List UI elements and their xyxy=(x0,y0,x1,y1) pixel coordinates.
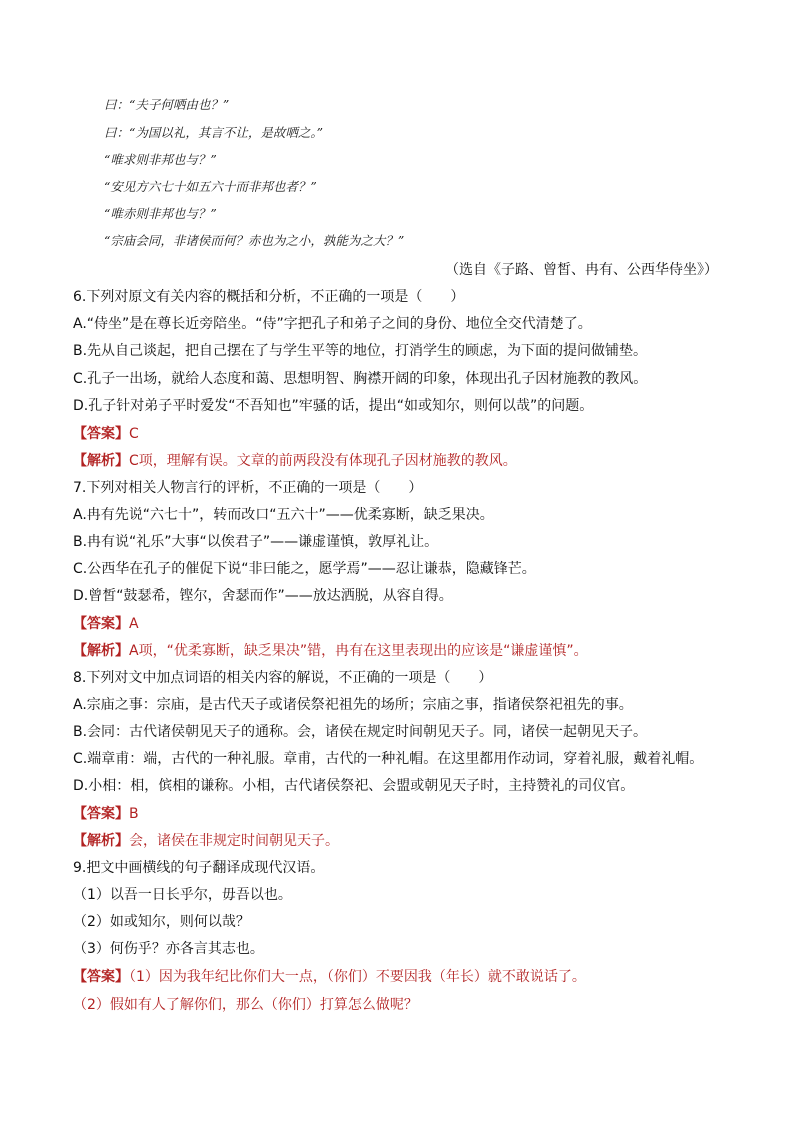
q8-option-b: B.会同：古代诸侯朝见天子的通称。会，诸侯在规定时间朝见天子。同，诸侯一起朝见天子。 xyxy=(73,724,648,740)
q9-item-2: （2）如或知尔，则何以哉？ xyxy=(73,914,250,930)
q9-answer-2: （2）假如有人了解你们，那么（你们）打算怎么做呢？ xyxy=(73,997,418,1013)
q7-option-b: B.冉有说“礼乐”大事“以俟君子”——谦虚谨慎，敦厚礼让。 xyxy=(73,534,439,550)
q6-option-d: D.孔子针对弟子平时爱发“不吾知也”牢骚的话，提出“如或知尔，则何以哉”的问题。 xyxy=(73,398,594,414)
analysis-text: 会，诸侯在非规定时间朝见天子。 xyxy=(129,833,339,849)
q6-option-c: C.孔子一出场，就给人态度和蔼、思想明智、胸襟开阔的印象，体现出孔子因材施教的教风。 xyxy=(73,371,648,387)
answer-tag: 【答案】 xyxy=(73,969,129,985)
q7-analysis xyxy=(73,641,588,661)
passage-line: “唯求则非邦也与？” xyxy=(104,152,217,167)
answer-tag: 【答案】 xyxy=(73,616,129,632)
q7-option-c: C.公西华在孔子的催促下说“非曰能之，愿学焉”——忍让谦恭，隐藏锋芒。 xyxy=(73,561,536,577)
analysis-tag: 【解析】 xyxy=(73,643,129,659)
q8-analysis xyxy=(73,831,339,851)
q6-option-b: B.先从自己谈起，把自己摆在了与学生平等的地位，打消学生的顾虑，为下面的提问做铺垫。 xyxy=(73,343,648,359)
q7-answer xyxy=(73,614,139,634)
passage-line: 曰：“夫子何哂由也？” xyxy=(104,97,230,112)
q9-answer-1 xyxy=(73,967,586,987)
q8-option-c: C.端章甫：端，古代的一种礼服。章甫，古代的一种礼帽。在这里都用作动词，穿着礼服，戴着礼帽。 xyxy=(73,751,704,767)
q6-answer xyxy=(73,424,139,444)
answer-text: （1）因为我年纪比你们大一点，（你们）不要因我（年长）就不敢说话了。 xyxy=(129,969,586,985)
q8-option-a: A.宗庙之事：宗庙，是古代天子或诸侯祭祀祖先的场所；宗庙之事，指诸侯祭祀祖先的事。 xyxy=(73,697,633,713)
answer-value: A xyxy=(129,616,139,632)
analysis-text: A项，“优柔寡断，缺乏果决”错，冉有在这里表现出的应该是“谦虚谨慎”。 xyxy=(129,643,588,659)
q9-stem: 9.把文中画横线的句子翻译成现代汉语。 xyxy=(73,860,325,876)
answer-value: C xyxy=(129,426,139,442)
q8-stem: 8.下列对文中加点词语的相关内容的解说，不正确的一项是（ ） xyxy=(73,670,493,686)
q9-item-1: （1）以吾一日长乎尔，毋吾以也。 xyxy=(73,887,292,903)
answer-tag: 【答案】 xyxy=(73,806,129,822)
q7-option-a: A.冉有先说“六七十”，转而改口“五六十”——优柔寡断，缺乏果决。 xyxy=(73,507,494,523)
passage-line: “宗庙会同，非诸侯而何？赤也为之小，孰能为之大？” xyxy=(104,233,405,248)
q7-option-d: D.曾皙“鼓瑟希，铿尔，舍瑟而作”——放达洒脱，从容自得。 xyxy=(73,588,453,604)
q8-option-d: D.小相：相，傧相的谦称。小相，古代诸侯祭祀、会盟或朝见天子时，主持赞礼的司仪官。 xyxy=(73,778,635,794)
analysis-tag: 【解析】 xyxy=(73,453,129,469)
q6-option-a: A.“侍坐”是在尊长近旁陪坐。“侍”字把孔子和弟子之间的身份、地位全交代清楚了。 xyxy=(73,316,592,332)
q6-analysis xyxy=(73,451,517,471)
answer-value: B xyxy=(129,806,139,822)
analysis-tag: 【解析】 xyxy=(73,833,129,849)
passage-line: “唯赤则非邦也与？” xyxy=(104,206,217,221)
answer-tag: 【答案】 xyxy=(73,426,129,442)
q6-stem: 6.下列对原文有关内容的概括和分析，不正确的一项是（ ） xyxy=(73,289,465,305)
analysis-text: C项，理解有误。文章的前两段没有体现孔子因材施教的教风。 xyxy=(129,453,517,469)
q9-item-3: （3）何伤乎？亦各言其志也。 xyxy=(73,941,264,957)
q7-stem: 7.下列对相关人物言行的评析，不正确的一项是（ ） xyxy=(73,480,423,496)
passage-line: 曰：“为国以礼，其言不让，是故哂之。” xyxy=(104,125,324,140)
q8-answer xyxy=(73,804,139,824)
passage-source: （选自《子路、曾皙、冉有、公西华侍坐》） xyxy=(445,262,718,278)
passage-line: “安见方六七十如五六十而非邦也者？” xyxy=(104,179,317,194)
